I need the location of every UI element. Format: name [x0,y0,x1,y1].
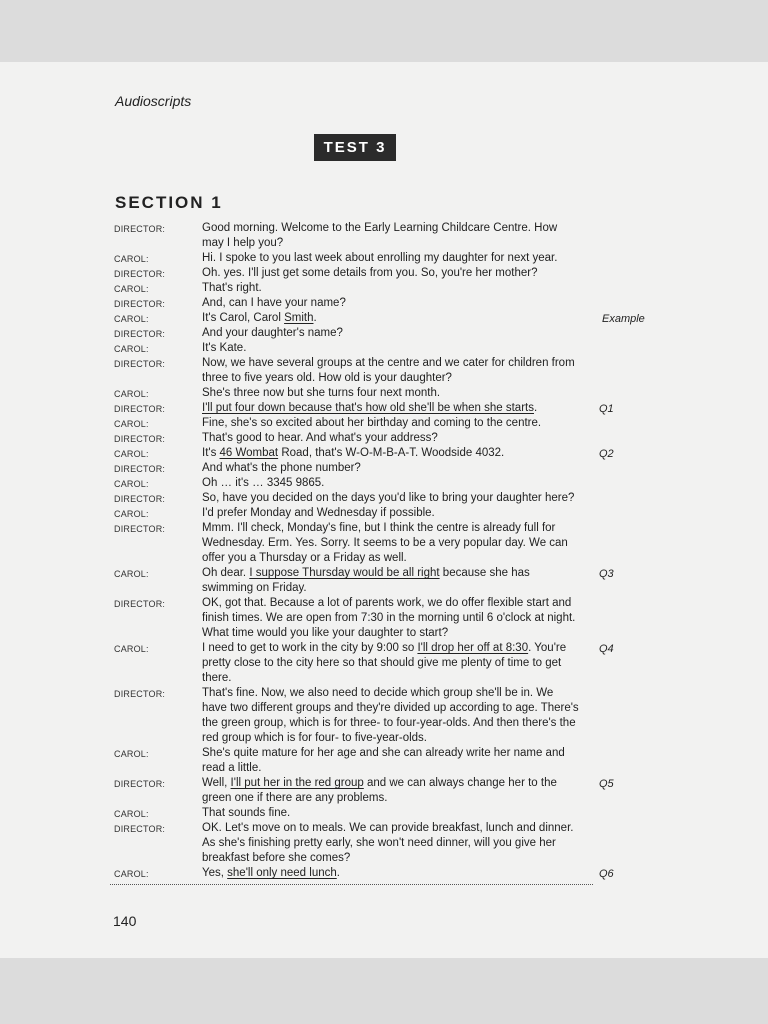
dialogue-text [202,851,350,866]
dialogue-text [202,461,361,476]
text-segment: . You're [528,642,567,654]
speaker-label: CAROL: [114,749,149,759]
dialogue-text [202,671,231,686]
text-segment: Oh dear. [202,567,250,579]
text-segment: Mmm. I'll check, Monday's fine, but I think the centre is already full for [202,522,556,534]
dialogue-text [202,866,340,881]
transcript-line [0,311,768,326]
dialogue-text [202,506,435,521]
dialogue-text [202,686,553,701]
underlined-answer: I'll put four down because that's how old she'll be when she starts [202,402,534,414]
text-segment: That's right. [202,282,262,294]
transcript-line [0,686,768,701]
dialogue-text [202,491,574,506]
text-segment: green one if there are any problems. [202,792,388,804]
dialogue-text [202,731,427,746]
text-segment: Road, that's W-O-M-B-A-T. Woodside 4032. [278,447,505,459]
speaker-label: CAROL: [114,809,149,819]
dialogue-text [202,521,555,536]
transcript-line [0,851,768,866]
text-segment: because she has [439,567,530,579]
dialogue-text [202,221,557,236]
text-segment: And, can I have your name? [202,297,346,309]
dialogue-text [202,746,565,761]
speaker-label: CAROL: [114,479,149,489]
text-segment: pretty close to the city here so that should give me plenty of time to get [202,657,562,669]
speaker-label: DIRECTOR: [114,824,166,834]
transcript-line [0,746,768,761]
underlined-answer: I suppose Thursday would be all right [249,567,440,579]
dialogue-text [202,641,566,656]
dialogue-text [202,821,573,836]
transcript-line [0,596,768,611]
transcript-line [0,536,768,551]
dialogue-text [202,371,452,386]
speaker-label: DIRECTOR: [114,329,166,339]
text-segment: offer you a Thursday or a Friday as well. [202,552,407,564]
dialogue-text [202,716,576,731]
dialogue-text [202,281,262,296]
text-segment: And what's the phone number? [202,462,361,474]
text-segment: Hi. I spoke to you last week about enrolling my daughter for next year. [202,252,558,264]
question-marker: Q5 [599,778,614,790]
transcript-line [0,521,768,536]
text-segment: Fine, she's so excited about her birthday and coming to the centre. [202,417,542,429]
dialogue-text [202,416,541,431]
text-segment: . [313,312,317,324]
text-segment: Oh. yes. I'll just get some details from you. So, you're her mother? [202,267,538,279]
transcript-line [0,401,768,416]
transcript-line [0,731,768,746]
transcript-line [0,566,768,581]
text-segment: breakfast before she comes? [202,852,351,864]
dialogue-text [202,341,246,356]
running-header: Audioscripts [115,93,192,109]
speaker-label: CAROL: [114,254,149,264]
transcript-line [0,806,768,821]
speaker-label: DIRECTOR: [114,224,166,234]
transcript-line [0,836,768,851]
question-marker: Q3 [599,568,614,580]
question-marker: Q4 [599,643,614,655]
speaker-label: CAROL: [114,314,149,324]
transcript-line [0,461,768,476]
text-segment: red group which is for four- to five-year-olds. [202,732,427,744]
speaker-label: DIRECTOR: [114,779,166,789]
transcript-line [0,341,768,356]
transcript-line [0,761,768,776]
speaker-label: DIRECTOR: [114,434,166,444]
dialogue-text [202,266,537,281]
dialogue-text [202,296,346,311]
transcript-line [0,776,768,791]
transcript-line [0,551,768,566]
text-segment: I need to get to work in the city by 9:00 so [202,642,418,654]
transcript-line [0,656,768,671]
question-marker: Q6 [599,868,614,880]
speaker-label: DIRECTOR: [114,359,166,369]
transcript-line [0,641,768,656]
question-marker: Q2 [599,448,614,460]
speaker-label: CAROL: [114,419,149,429]
transcript-line [0,821,768,836]
dialogue-text [202,311,317,326]
transcript-line [0,701,768,716]
text-segment: What time would you like your daughter to start? [202,627,449,639]
transcript-line [0,266,768,281]
speaker-label: DIRECTOR: [114,464,166,474]
text-segment: . [533,402,538,414]
text-segment: read a little. [202,762,262,774]
dialogue-text [202,446,504,461]
speaker-label: DIRECTOR: [114,494,166,504]
dialogue-text [202,701,579,716]
speaker-label: DIRECTOR: [114,689,166,699]
transcript-line [0,371,768,386]
transcript-line [0,446,768,461]
text-segment: may I help you? [202,237,284,249]
transcript-line [0,476,768,491]
transcript-line [0,506,768,521]
section-title: SECTION 1 [115,193,223,212]
underlined-answer: I'll put her in the red group [230,777,364,789]
speaker-label: CAROL: [114,389,149,399]
text-segment: Good morning. Welcome to the Early Learning Childcare Centre. How [202,222,558,234]
question-marker: Example [602,313,645,325]
transcript-line [0,326,768,341]
dialogue-text [202,806,290,821]
speaker-label: CAROL: [114,644,149,654]
speaker-label: DIRECTOR: [114,599,166,609]
text-segment: I'd prefer Monday and Wednesday if possible. [202,507,435,519]
text-segment: finish times. We are open from 7:30 in the morning until 6 o'clock at night. [202,612,576,624]
transcript-line [0,791,768,806]
speaker-label: DIRECTOR: [114,299,166,309]
transcript-line [0,581,768,596]
underlined-answer: she'll only need lunch [227,867,337,879]
underlined-answer: Smith [284,312,314,324]
text-segment: have two different groups and they're divided up according to age. There's [202,702,579,714]
text-segment: It's Kate. [202,342,247,354]
dialogue-text [202,596,571,611]
transcript-line [0,716,768,731]
underlined-answer: I'll drop her off at 8:30 [417,642,529,654]
transcript-line [0,626,768,641]
text-segment: OK, got that. Because a lot of parents work, we do offer flexible start and [202,597,572,609]
dialogue-text [202,776,557,791]
transcript-line [0,251,768,266]
speaker-label: CAROL: [114,344,149,354]
dialogue-text [202,566,530,581]
speaker-label: CAROL: [114,509,149,519]
dialogue-text [202,656,561,671]
transcript [0,221,768,881]
dialogue-text [202,326,343,341]
transcript-line [0,416,768,431]
transcript-line [0,356,768,371]
text-segment: Well, [202,777,231,789]
text-segment: OK. Let's move on to meals. We can provide breakfast, lunch and dinner. [202,822,574,834]
text-segment: That's fine. Now, we also need to decide which group she'll be in. We [202,687,554,699]
dialogue-text [202,476,324,491]
dialogue-text [202,836,556,851]
transcript-line [0,236,768,251]
text-segment: As she's finishing pretty early, she won't need dinner, will you give her [202,837,556,849]
text-segment: and we can always change her to the [363,777,557,789]
text-segment: . [336,867,340,879]
underlined-answer: 46 Wombat [219,447,279,459]
transcript-line [0,221,768,236]
dialogue-text [202,251,557,266]
speaker-label: DIRECTOR: [114,404,166,414]
text-segment: Oh … it's … 3345 9865. [202,477,325,489]
text-segment: Now, we have several groups at the centre and we cater for children from [202,357,575,369]
speaker-label: CAROL: [114,869,149,879]
dialogue-text [202,386,440,401]
text-segment: swimming on Friday. [202,582,307,594]
text-segment: So, have you decided on the days you'd like to bring your daughter here? [202,492,575,504]
text-segment: three to five years old. How old is your daughter? [202,372,452,384]
dialogue-text [202,581,307,596]
speaker-label: CAROL: [114,569,149,579]
text-segment: the green group, which is for three- to four-year-olds. And then there's the [202,717,576,729]
text-segment: Yes, [202,867,228,879]
speaker-label: CAROL: [114,284,149,294]
speaker-label: DIRECTOR: [114,269,166,279]
page-number: 140 [113,913,137,929]
dialogue-text [202,401,537,416]
transcript-line [0,866,768,881]
text-segment: She's quite mature for her age and she can already write her name and [202,747,565,759]
transcript-line [0,491,768,506]
dialogue-text [202,431,438,446]
transcript-line [0,296,768,311]
dialogue-text [202,791,387,806]
text-segment: And your daughter's name? [202,327,343,339]
transcript-line [0,281,768,296]
transcript-line [0,611,768,626]
dialogue-text [202,611,575,626]
dialogue-text [202,761,261,776]
dialogue-text [202,236,283,251]
dialogue-text [202,536,568,551]
text-segment: It's [202,447,220,459]
text-segment: Wednesday. Erm. Yes. Sorry. It seems to be a very popular day. We can [202,537,568,549]
text-segment: That sounds fine. [202,807,291,819]
transcript-line [0,431,768,446]
transcript-line [0,671,768,686]
speaker-label: CAROL: [114,449,149,459]
dotted-divider [110,884,593,885]
text-segment: She's three now but she turns four next month. [202,387,441,399]
transcript-line [0,386,768,401]
dialogue-text [202,626,448,641]
text-segment: That's good to hear. And what's your address? [202,432,438,444]
dialogue-text [202,551,407,566]
test-badge: TEST 3 [314,134,396,161]
text-segment: there. [202,672,232,684]
dialogue-text [202,356,575,371]
question-marker: Q1 [599,403,614,415]
text-segment: It's Carol, Carol [202,312,285,324]
speaker-label: DIRECTOR: [114,524,166,534]
